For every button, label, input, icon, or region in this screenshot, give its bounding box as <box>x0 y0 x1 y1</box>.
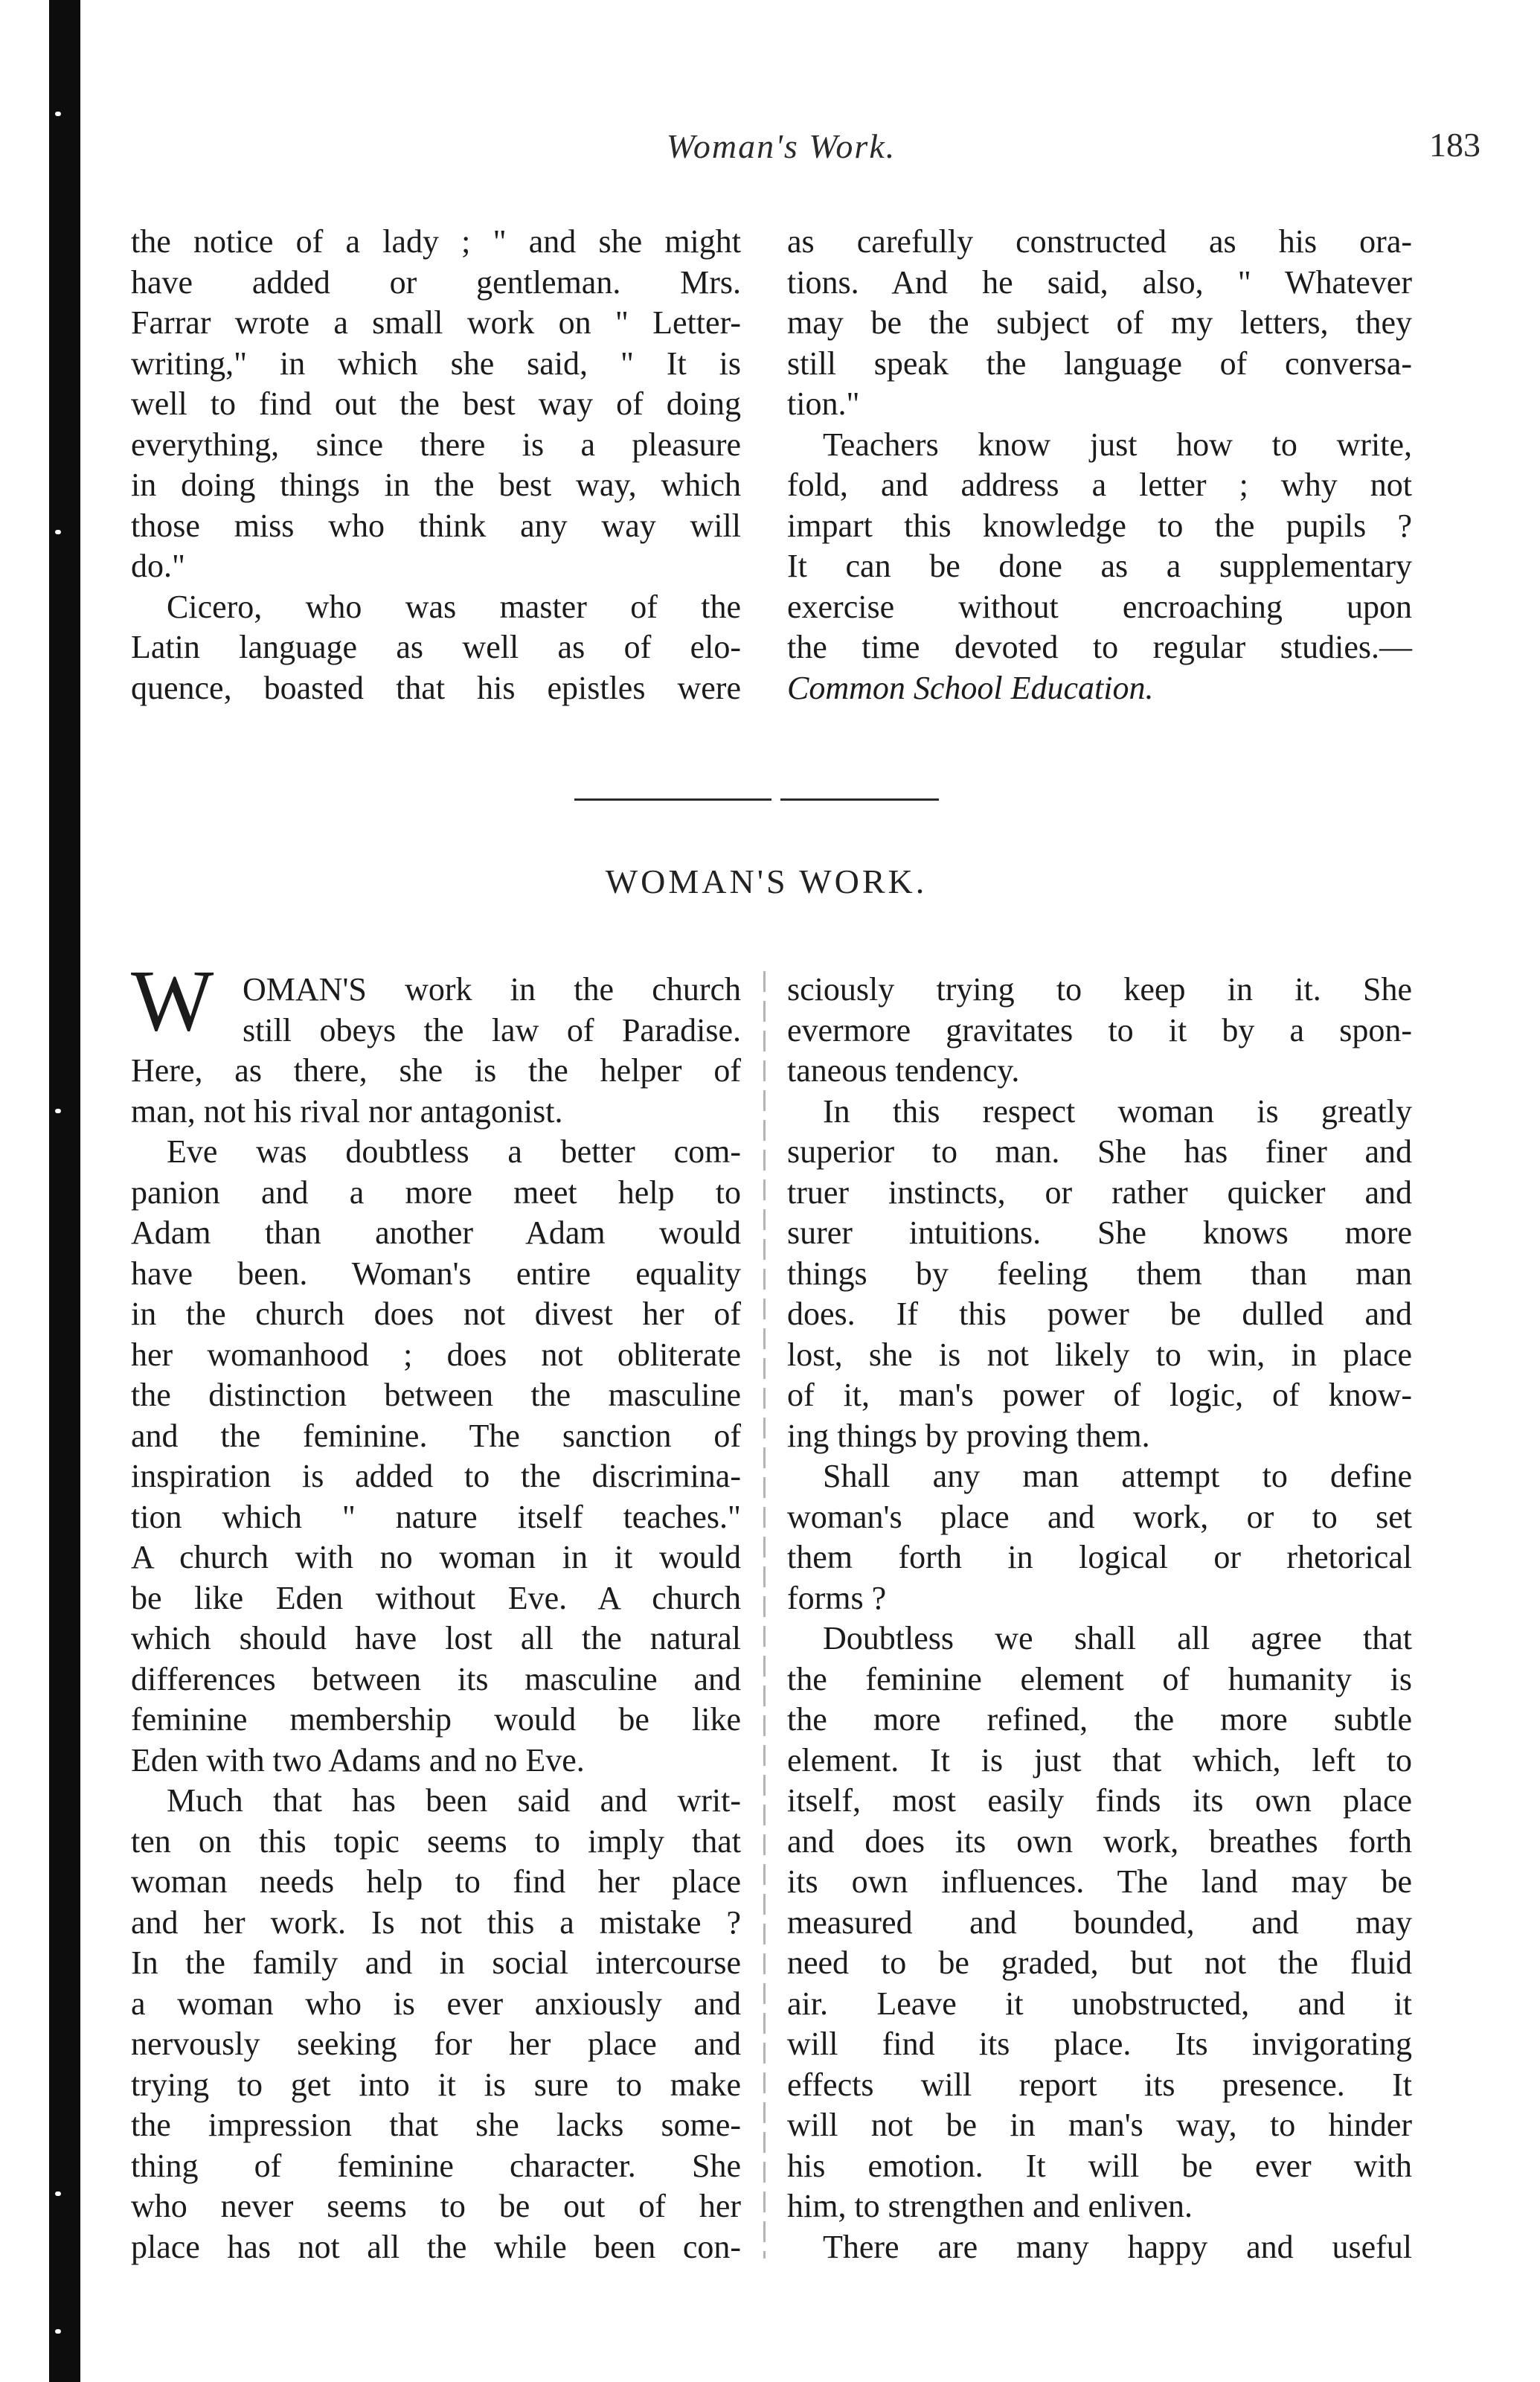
section-heading: WOMAN'S WORK. <box>605 862 928 900</box>
text-line: Cicero, who was master of the <box>167 588 741 625</box>
text-line: does. If this power be dulled and <box>787 1296 1412 1332</box>
text-line: tions. And he said, also, " Whatever <box>787 263 1412 301</box>
text-line: Doubtless we shall all agree that <box>823 1620 1412 1656</box>
text-line: feminine membership would be like <box>131 1701 741 1738</box>
text-line: Eve was doubtless a better com- <box>167 1133 741 1170</box>
text-line: its own influences. The land may be <box>787 1863 1412 1900</box>
text-line: do." <box>131 548 185 584</box>
source-citation: Common School Education. <box>787 669 1154 706</box>
text-line: differences between its masculine and <box>131 1660 741 1697</box>
text-line: There are many happy and useful <box>823 2228 1412 2265</box>
text-line: nervously seeking for her place and <box>131 2026 741 2062</box>
text-line: thing of feminine character. She <box>131 2147 741 2184</box>
text-line: In the family and in social intercourse <box>131 1944 741 1981</box>
text-line: her womanhood ; does not obliterate <box>131 1336 741 1373</box>
text-line: tion which " nature itself teaches." <box>131 1498 741 1535</box>
text-line: fold, and address a letter ; why not <box>787 467 1412 503</box>
text-line: Farrar wrote a small work on " Letter- <box>131 304 741 341</box>
running-title: Woman's Work. <box>666 127 896 165</box>
text-line: taneous tendency. <box>787 1052 1020 1089</box>
text-line: everything, since there is a pleasure <box>131 426 741 463</box>
text-line: things by feeling them than man <box>787 1255 1412 1292</box>
text-line: and does its own work, breathes forth <box>787 1822 1412 1860</box>
text-line: well to find out the best way of doing <box>131 385 741 422</box>
text-line: A church with no woman in it would <box>131 1539 741 1575</box>
text-line: quence, boasted that his epistles were <box>131 669 741 706</box>
text-line: exercise without encroaching upon <box>787 588 1412 625</box>
text-line: have been. Woman's entire equality <box>131 1255 741 1292</box>
top-right-column <box>787 222 1412 708</box>
text-line: who never seems to be out of her <box>131 2188 741 2224</box>
text-line: need to be graded, but not the fluid <box>787 1944 1412 1981</box>
text-line: itself, most easily finds its own place <box>787 1782 1412 1819</box>
text-line: may be the subject of my letters, they <box>787 304 1412 341</box>
text-line: in the church does not divest her of <box>131 1296 741 1332</box>
text-line: Adam than another Adam would <box>131 1214 741 1251</box>
text-line: as carefully constructed as his ora- <box>787 223 1412 260</box>
text-line: Here, as there, she is the helper of <box>131 1052 741 1089</box>
text-line: woman needs help to find her place <box>131 1863 741 1900</box>
text-line: Much that has been said and writ- <box>167 1782 741 1819</box>
bottom-right-column <box>787 970 1412 2267</box>
text-line: Latin language as well as of elo- <box>131 629 741 665</box>
text-line: still speak the language of conversa- <box>787 345 1412 382</box>
text-line: the distinction between the masculine <box>131 1377 741 1413</box>
text-line: Teachers know just how to write, <box>823 426 1412 463</box>
text-line: the time devoted to regular studies.— <box>787 629 1412 665</box>
text-line: and her work. Is not this a mistake ? <box>131 1904 741 1941</box>
text-line: the impression that she lacks some- <box>131 2107 741 2143</box>
text-line: effects will report its presence. It <box>787 2066 1412 2103</box>
text-line: ten on this topic seems to imply that <box>131 1822 741 1860</box>
text-line: truer instincts, or rather quicker and <box>787 1174 1412 1211</box>
text-line: the more refined, the more subtle <box>787 1701 1412 1738</box>
text-line: Shall any man attempt to define <box>823 1458 1412 1494</box>
text-line: place has not all the while been con- <box>131 2228 741 2265</box>
text-line: sciously trying to keep in it. She <box>787 971 1412 1008</box>
text-line: be like Eden without Eve. A church <box>131 1579 741 1616</box>
text-line: him, to strengthen and enliven. <box>787 2188 1193 2224</box>
text-line: writing," in which she said, " It is <box>131 345 741 382</box>
text-line: trying to get into it is sure to make <box>131 2066 741 2103</box>
text-line: the feminine element of humanity is <box>787 1660 1412 1697</box>
text-line: his emotion. It will be ever with <box>787 2147 1412 2184</box>
text-line: of it, man's power of logic, of know- <box>787 1377 1412 1413</box>
text-line: which should have lost all the natural <box>131 1620 741 1656</box>
text-line: have added or gentleman. Mrs. <box>131 263 741 301</box>
column-divider <box>763 971 766 2258</box>
scan-binding-edge <box>49 0 80 2382</box>
text-line: In this respect woman is greatly <box>823 1092 1412 1130</box>
page-number: 183 <box>1429 126 1480 164</box>
text-line: and the feminine. The sanction of <box>131 1417 741 1454</box>
text-line: a woman who is ever anxiously and <box>131 1985 741 2022</box>
text-line: OMAN'S work in the church <box>243 971 741 1008</box>
text-line: them forth in logical or rhetorical <box>787 1539 1412 1575</box>
text-line: inspiration is added to the discrimina- <box>131 1458 741 1494</box>
text-line: tion." <box>787 385 860 422</box>
text-line: forms ? <box>787 1579 887 1616</box>
text-line: in doing things in the best way, which <box>131 467 741 503</box>
text-line: surer intuitions. She knows more <box>787 1214 1412 1251</box>
text-line: superior to man. She has finer and <box>787 1133 1412 1170</box>
text-line: panion and a more meet help to <box>131 1174 741 1211</box>
bottom-left-column <box>131 970 741 2267</box>
text-line: will not be in man's way, to hinder <box>787 2107 1412 2143</box>
text-line: Eden with two Adams and no Eve. <box>131 1741 585 1779</box>
section-divider-rule <box>574 798 939 801</box>
text-line: element. It is just that which, left to <box>787 1741 1412 1779</box>
text-line: those miss who think any way will <box>131 507 741 544</box>
text-line: woman's place and work, or to set <box>787 1498 1412 1535</box>
text-line: man, not his rival nor antagonist. <box>131 1092 563 1130</box>
text-line: the notice of a lady ; " and she might <box>131 223 741 260</box>
text-line: impart this knowledge to the pupils ? <box>787 507 1412 544</box>
text-line: evermore gravitates to it by a spon- <box>787 1011 1412 1048</box>
text-line: ing things by proving them. <box>787 1417 1150 1454</box>
text-line: will find its place. Its invigorating <box>787 2026 1412 2062</box>
text-line: lost, she is not likely to win, in place <box>787 1336 1412 1373</box>
text-line: measured and bounded, and may <box>787 1904 1412 1941</box>
top-left-column <box>131 222 741 708</box>
text-line: still obeys the law of Paradise. <box>243 1011 741 1048</box>
drop-cap: W <box>131 952 214 1049</box>
text-line: air. Leave it unobstructed, and it <box>787 1985 1412 2022</box>
text-line: It can be done as a supplementary <box>787 548 1412 584</box>
